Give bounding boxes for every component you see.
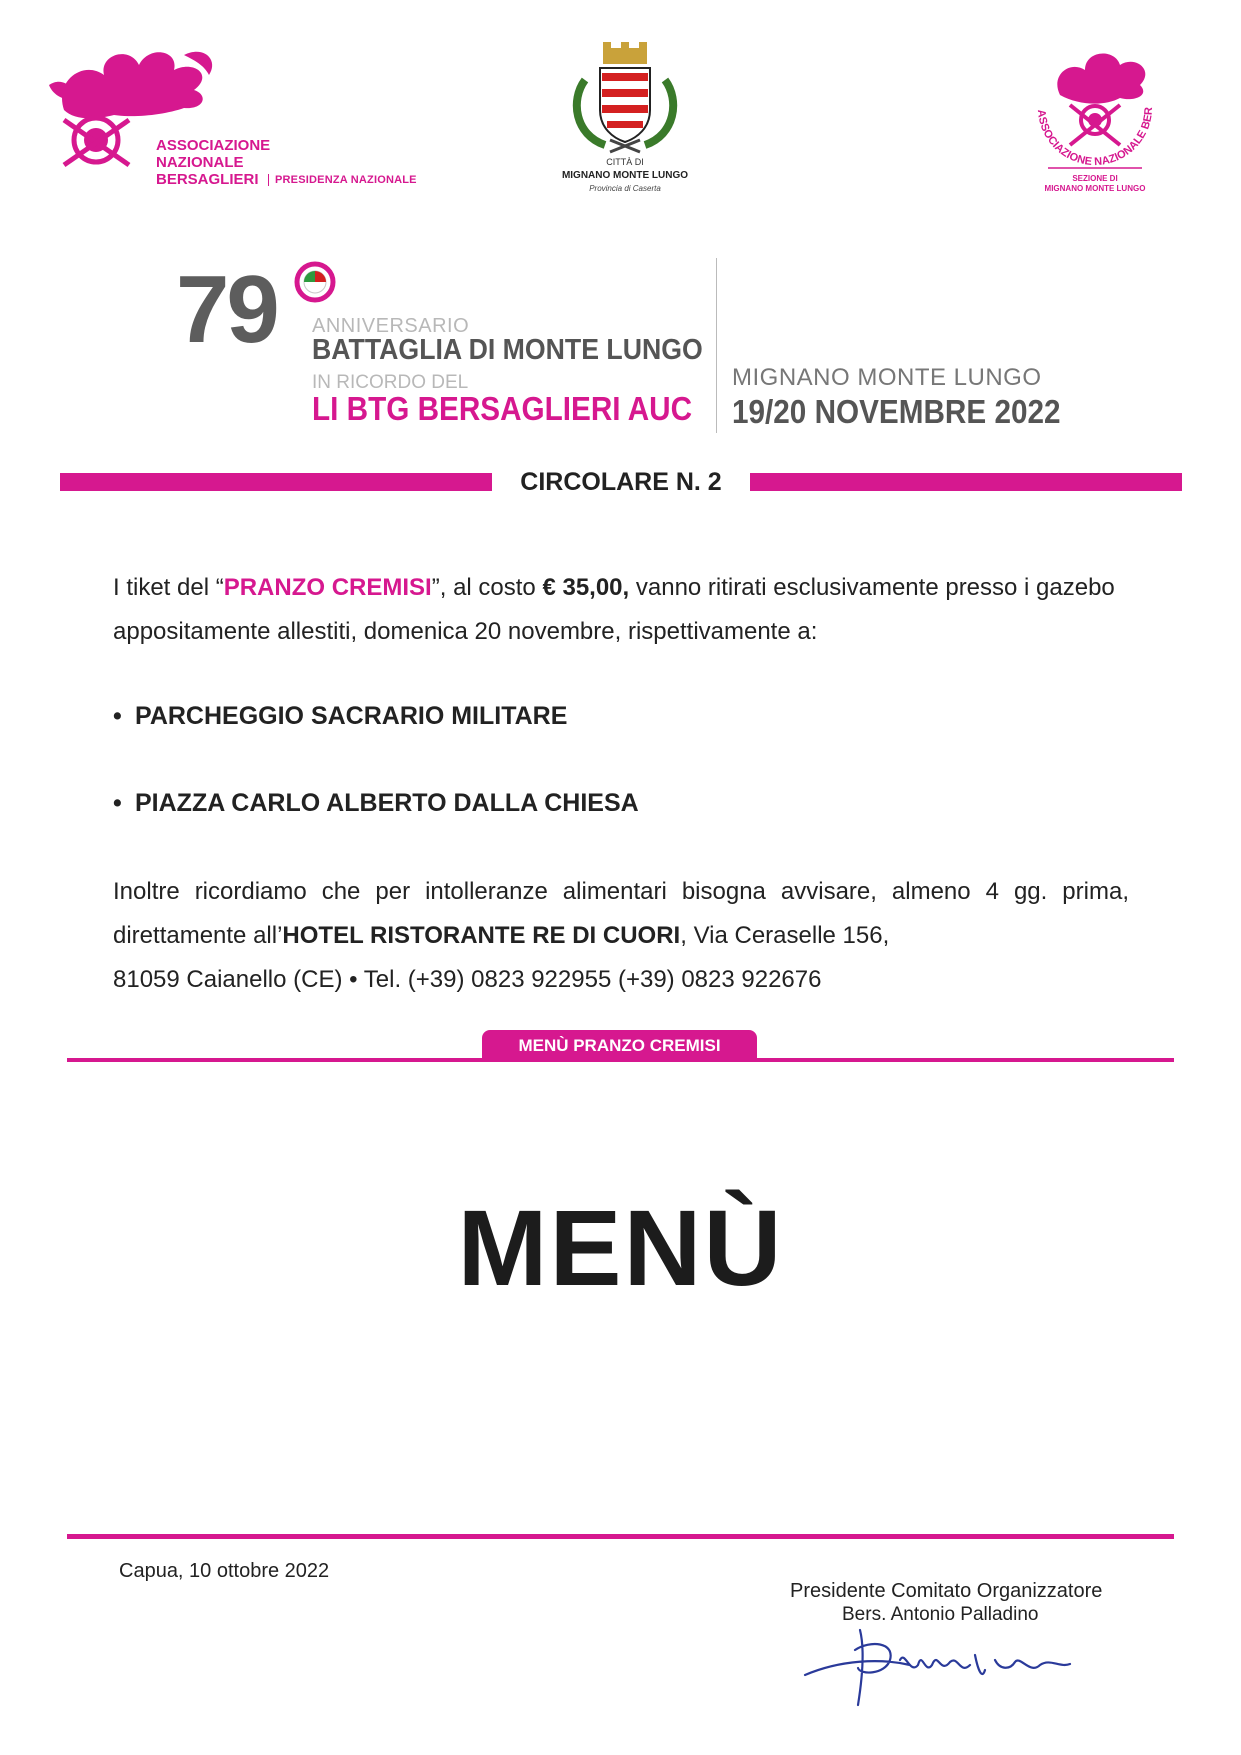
degree-tricolor-icon	[294, 261, 336, 303]
crest-city-label: CITTÀ DI	[606, 157, 644, 167]
circolare-label: CIRCOLARE N. 2	[520, 468, 722, 496]
menu-tab: MENÙ PRANZO CREMISI	[482, 1030, 757, 1060]
footer-divider	[67, 1534, 1174, 1539]
list-item: • PARCHEGGIO SACRARIO MILITARE	[113, 702, 568, 730]
btg-title: LI BTG BERSAGLIERI AUC	[312, 390, 693, 427]
crest-town-name: MIGNANO MONTE LUNGO	[561, 170, 689, 181]
location-1: PARCHEGGIO SACRARIO MILITARE	[135, 702, 568, 730]
title-divider	[716, 258, 717, 433]
event-date: 19/20 NOVEMBRE 2022	[732, 393, 1061, 430]
org-line-3: BERSAGLIERI	[156, 171, 259, 188]
event-town: MIGNANO MONTE LUNGO	[732, 364, 1042, 391]
section-line-1: SEZIONE DI	[1072, 174, 1118, 183]
anniversary-number: 79	[176, 256, 277, 363]
section-line-2: MIGNANO MONTE LUNGO	[1044, 184, 1146, 193]
ring-text: ASSOCIAZIONE NAZIONALE BER	[1034, 106, 1156, 169]
presidenza-label: PRESIDENZA NAZIONALE	[268, 174, 417, 186]
pranzo-cremisi-text: PRANZO CREMISI	[223, 574, 432, 601]
place-date: Capua, 10 ottobre 2022	[119, 1560, 330, 1582]
org-line-2: NAZIONALE	[156, 154, 244, 171]
menu-title: MENÙ	[457, 1187, 784, 1308]
signer-role: Presidente Comitato Organizzatore	[790, 1580, 1103, 1602]
bersaglieri-section-emblem-icon	[1020, 40, 1170, 170]
hotel-address-phone: 81059 Caianello (CE) • Tel. (+39) 0823 922955 (+39) 0823 922676	[113, 966, 822, 993]
signature-icon	[800, 1620, 1100, 1710]
org-line-1: ASSOCIAZIONE	[156, 137, 271, 154]
list-item: • PIAZZA CARLO ALBERTO DALLA CHIESA	[113, 789, 639, 817]
org-name	[156, 137, 270, 188]
signer-name: Bers. Antonio Palladino	[842, 1604, 1039, 1625]
town-crest	[555, 40, 695, 210]
coat-of-arms-icon	[555, 40, 695, 155]
crest-province: Provincia di Caserta	[589, 184, 661, 193]
circolare-bar-left	[60, 473, 492, 491]
anb-logo-right	[1020, 40, 1170, 210]
section-label	[1020, 174, 1170, 194]
circolare-bar-right	[750, 473, 1182, 491]
ticket-cost: € 35,00,	[542, 574, 630, 601]
in-ricordo-label: IN RICORDO DEL	[312, 372, 469, 393]
battaglia-title: BATTAGLIA DI MONTE LUNGO	[312, 334, 703, 366]
hotel-name: HOTEL RISTORANTE RE DI CUORI	[282, 922, 681, 949]
paragraph-tickets: I tiket del “PRANZO CREMISI”, al costo € 35,00, vanno ritirati esclusivamente presso i gazebo appositamente allestiti, domenica 20 novembre, rispettivamente a:	[113, 574, 1115, 645]
anb-logo-left	[44, 40, 424, 200]
anniversario-label: ANNIVERSARIO	[312, 315, 470, 337]
paragraph-intolerances: Inoltre ricordiamo che per intolleranze alimentari bisogna avvisare, almeno 4 gg. prima, direttamente all’HOTEL RISTORANTE RE DI CUORI, Via Ceraselle 156, 81059 Caianello (CE) • Tel. (+39) 0823 922955 (+39) 0823 922676	[113, 878, 1129, 993]
location-2: PIAZZA CARLO ALBERTO DALLA CHIESA	[135, 789, 639, 817]
